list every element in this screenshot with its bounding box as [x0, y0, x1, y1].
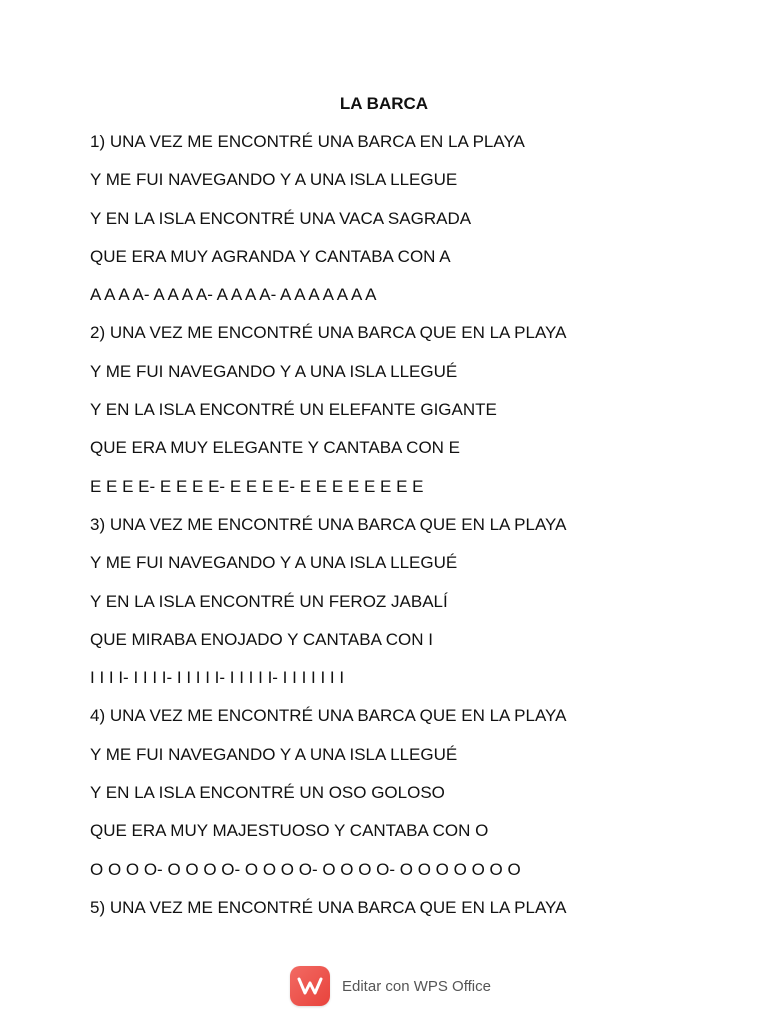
song-line: 3) UNA VEZ ME ENCONTRÉ UNA BARCA QUE EN LA PLAYA [90, 514, 567, 534]
song-line: 1) UNA VEZ ME ENCONTRÉ UNA BARCA EN LA PLAYA [90, 132, 525, 151]
song-line: Y EN LA ISLA ENCONTRÉ UNA VACA SAGRADA [90, 208, 472, 228]
song-line: Y ME FUI NAVEGANDO Y A UNA ISLA LLEGUÉ [90, 553, 458, 573]
song-line: Y ME FUI NAVEGANDO Y A UNA ISLA LLEGUE [90, 170, 458, 190]
song-line: E E E E- E E E E- E E E E- E E E E E E E E [90, 476, 424, 496]
song-line: A A A A- A A A A- A A A A- A A A A A A A [90, 285, 377, 305]
song-line: 5) UNA VEZ ME ENCONTRÉ UNA BARCA QUE EN LA PLAYA [90, 897, 567, 917]
song-line: QUE MIRABA ENOJADO Y CANTABA CON I [90, 629, 433, 649]
song-line: QUE ERA MUY AGRANDA Y CANTABA CON A [90, 246, 451, 266]
song-line: Y EN LA ISLA ENCONTRÉ UN FEROZ JABALÍ [90, 591, 448, 611]
song-line: Y ME FUI NAVEGANDO Y A UNA ISLA LLEGUÉ [90, 361, 458, 381]
song-line: 2) UNA VEZ ME ENCONTRÉ UNA BARCA QUE EN LA PLAYA [90, 323, 567, 343]
edit-with-wps-banner[interactable] [290, 964, 491, 1008]
song-line: Y EN LA ISLA ENCONTRÉ UN ELEFANTE GIGANTE [90, 400, 497, 420]
document-title: LA BARCA [339, 94, 429, 113]
song-line: QUE ERA MUY ELEGANTE Y CANTABA CON E [90, 438, 461, 458]
song-line: QUE ERA MUY MAJESTUOSO Y CANTABA CON O [90, 821, 489, 841]
song-line: 4) UNA VEZ ME ENCONTRÉ UNA BARCA QUE EN LA PLAYA [90, 706, 567, 726]
song-line: Y EN LA ISLA ENCONTRÉ UN OSO GOLOSO [90, 783, 445, 803]
song-line: Y ME FUI NAVEGANDO Y A UNA ISLA LLEGUÉ [90, 744, 458, 764]
edit-with-wps-link[interactable]: Editar con WPS Office [342, 977, 491, 995]
song-line: I I I I- I I I I- I I I I I- I I I I I- I I I I I I I [90, 668, 345, 688]
song-line: O O O O- O O O O- O O O O- O O O O- O O O O O O O [90, 859, 521, 879]
wps-office-logo-icon[interactable] [290, 966, 330, 1006]
document-body [90, 131, 750, 935]
